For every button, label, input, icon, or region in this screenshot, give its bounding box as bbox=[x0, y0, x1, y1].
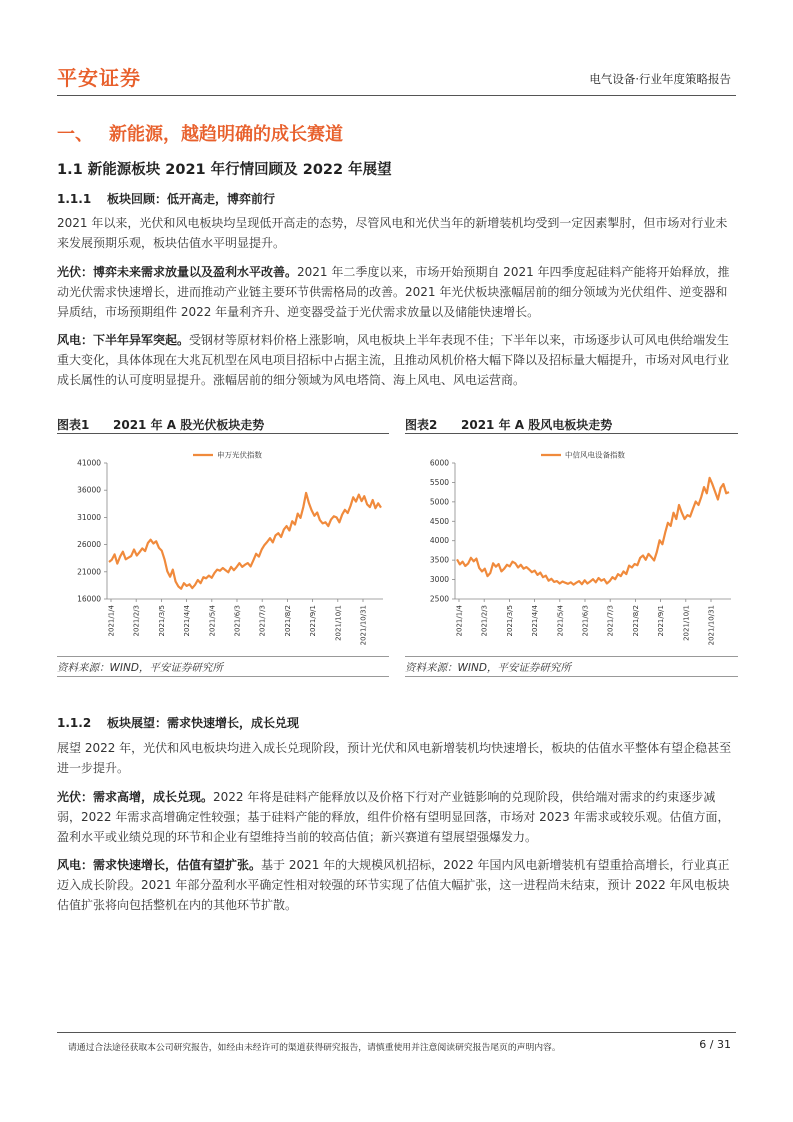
wind-chart-x-tick-label: 2021/10/31 bbox=[707, 605, 716, 646]
figure-2-bottom-rule bbox=[405, 656, 738, 657]
figure-2-label: 图表2 bbox=[405, 418, 438, 432]
pv-chart-x-tick-label: 2021/1/4 bbox=[107, 605, 116, 637]
pv-chart-series-line bbox=[109, 493, 381, 589]
footer-divider bbox=[57, 1032, 736, 1033]
paragraph-lead: 光伏：需求高增，成长兑现。 bbox=[57, 790, 214, 804]
wind-chart-y-tick-label: 3000 bbox=[429, 575, 449, 585]
figure-1-rule bbox=[57, 433, 389, 434]
wind-chart-legend-label: 中信风电设备指数 bbox=[565, 450, 625, 460]
wind-chart-x-tick-label: 2021/10/1 bbox=[682, 605, 691, 641]
section-1-1-heading: 1.1 新能源板块 2021 年行情回顾及 2022 年展望 bbox=[57, 162, 392, 178]
wind-chart-y-tick-label: 5500 bbox=[429, 477, 449, 487]
pv-chart-x-tick-label: 2021/2/3 bbox=[132, 605, 141, 637]
pv-chart-x-tick-label: 2021/5/4 bbox=[208, 605, 217, 637]
pv-chart-x-tick-label: 2021/10/31 bbox=[359, 605, 368, 646]
wind-chart-x-tick-label: 2021/5/4 bbox=[556, 605, 565, 637]
wind-chart-y-tick-label: 4000 bbox=[429, 536, 449, 546]
section-1-1-2-number: 1.1.2 bbox=[57, 716, 92, 730]
paragraph-review-intro: 2021 年以来，光伏和风电板块均呈现低开高走的态势，尽管风电和光伏当年的新增装机均受到一定因素掣肘，但市场对行业未来发展预期乐观，板块估值水平明显提升。 bbox=[57, 216, 728, 250]
section-1-1-1-title: 板块回顾：低开高走，博弈前行 bbox=[107, 192, 276, 206]
wind-chart-y-tick-label: 3500 bbox=[429, 555, 449, 565]
paragraph-lead: 风电：需求快速增长，估值有望扩张。 bbox=[57, 858, 262, 872]
pv-chart-y-tick-label: 31000 bbox=[77, 512, 101, 522]
wind-index-chart bbox=[405, 436, 738, 654]
figure-2-source-rule bbox=[405, 676, 738, 677]
figure-2-rule bbox=[405, 433, 738, 434]
pv-chart-x-tick-label: 2021/4/4 bbox=[183, 605, 192, 637]
paragraph-review-pv bbox=[57, 262, 738, 322]
paragraph-review-wind bbox=[57, 330, 738, 390]
figure-1-title bbox=[57, 416, 264, 433]
paragraph-lead: 光伏：博弈未来需求放量以及盈利水平改善。 bbox=[57, 265, 298, 279]
figure-1-bottom-rule bbox=[57, 656, 389, 657]
figure-1-source: 资料来源：WIND，平安证券研究所 bbox=[57, 662, 223, 674]
pv-chart-x-tick-label: 2021/8/2 bbox=[283, 605, 292, 637]
wind-chart-y-tick-label: 5000 bbox=[429, 497, 449, 507]
wind-chart-x-tick-label: 2021/6/3 bbox=[581, 605, 590, 637]
section-1-heading bbox=[57, 120, 343, 146]
paragraph-outlook-wind bbox=[57, 855, 738, 915]
wind-chart-series-line bbox=[457, 478, 729, 585]
figure-1-label: 图表1 bbox=[57, 418, 90, 432]
figure-2-source: 资料来源：WIND，平安证券研究所 bbox=[405, 662, 571, 674]
figure-2-title bbox=[405, 416, 612, 433]
section-1-title: 新能源，越趋明确的成长赛道 bbox=[109, 124, 343, 145]
pv-chart-y-tick-label: 41000 bbox=[77, 458, 101, 468]
pv-chart-y-tick-label: 36000 bbox=[77, 485, 101, 495]
figure-1-caption: 2021 年 A 股光伏板块走势 bbox=[113, 418, 265, 432]
pv-chart-legend-label: 申万光伏指数 bbox=[217, 450, 262, 460]
wind-chart-x-tick-label: 2021/8/2 bbox=[631, 605, 640, 637]
header-divider bbox=[57, 95, 736, 96]
pv-chart-x-tick-label: 2021/9/1 bbox=[309, 605, 318, 637]
document-type: 电气设备·行业年度策略报告 bbox=[589, 72, 731, 86]
wind-chart-x-tick-label: 2021/4/4 bbox=[531, 605, 540, 637]
pv-index-chart bbox=[57, 436, 389, 654]
pv-chart-x-tick-label: 2021/3/5 bbox=[157, 605, 166, 637]
company-logo: 平安证券 bbox=[57, 66, 141, 90]
paragraph-body: 2021 年二季度以来，市场开始预期自 2021 年四季度起硅料产能将开始释放，推动光伏需求快速增长，进而推动产业链主要环节供需格局的改善。2021 年光伏板块涨幅居前的细分领域为光伏组件、逆变器和异质结，市场预期组件 2022 年量利齐升、逆变器受益于光伏需求放量以及储能快速增长。 bbox=[57, 265, 730, 319]
wind-chart-x-tick-label: 2021/7/3 bbox=[606, 605, 615, 637]
wind-chart-x-tick-label: 2021/9/1 bbox=[657, 605, 666, 637]
paragraph-body: 受钢材等原材料价格上涨影响，风电板块上半年表现不佳；下半年以来，市场逐步认可风电供给端发生重大变化，具体体现在大兆瓦机型在风电项目招标中占据主流，且推动风机价格大幅下降以及招标量大幅提升，市场对风电行业成长属性的认可度明显提升。涨幅居前的细分领域为风电塔筒、海上风电、风电运营商。 bbox=[57, 333, 730, 387]
wind-chart-y-tick-label: 4500 bbox=[429, 516, 449, 526]
pv-chart-y-tick-label: 21000 bbox=[77, 567, 101, 577]
page-number: 6 / 31 bbox=[699, 1038, 731, 1051]
paragraph-lead: 风电：下半年异军突起。 bbox=[57, 333, 190, 347]
paragraph-outlook-intro: 展望 2022 年，光伏和风电板块均进入成长兑现阶段，预计光伏和风电新增装机均快速增长，板块的估值水平整体有望企稳甚至进一步提升。 bbox=[57, 741, 732, 775]
pv-chart-y-tick-label: 16000 bbox=[77, 594, 101, 604]
paragraph-body: 基于 2021 年的大规模风机招标，2022 年国内风电新增装机有望重拾高增长，行业真正迈入成长阶段。2021 年部分盈利水平确定性相对较强的环节实现了估值大幅扩张，这一进程尚未结束，预计 2022 年风电板块估值扩张将向包括整机在内的其他环节扩散。 bbox=[57, 858, 730, 912]
pv-chart-x-tick-label: 2021/6/3 bbox=[233, 605, 242, 637]
wind-chart-x-tick-label: 2021/1/4 bbox=[455, 605, 464, 637]
paragraph-outlook-pv bbox=[57, 787, 738, 847]
pv-chart-x-tick-label: 2021/7/3 bbox=[258, 605, 267, 637]
section-1-number: 一、 bbox=[57, 124, 93, 145]
wind-chart-x-tick-label: 2021/3/5 bbox=[505, 605, 514, 637]
wind-chart-y-tick-label: 2500 bbox=[429, 594, 449, 604]
paragraph-body: 2022 年将是硅料产能释放以及价格下行对产业链影响的兑现阶段，供给端对需求的约束逐步减弱，2022 年需求高增确定性较强；基于硅料产能的释放，组件价格有望明显回落，市场对 2023 年需求或较乐观。估值方面，盈利水平或业绩兑现的环节和企业有望维持当前的较高估值；新兴赛道有望展望强爆发力。 bbox=[57, 790, 730, 844]
wind-chart-x-tick-label: 2021/2/3 bbox=[480, 605, 489, 637]
footer-disclaimer: 请通过合法途径获取本公司研究报告，如经由未经许可的渠道获得研究报告，请慎重使用并注意阅读研究报告尾页的声明内容。 bbox=[68, 1043, 561, 1053]
section-1-1-2-heading bbox=[57, 714, 299, 731]
pv-chart-x-tick-label: 2021/10/1 bbox=[334, 605, 343, 641]
section-1-1-1-heading bbox=[57, 190, 275, 207]
wind-chart-y-tick-label: 6000 bbox=[429, 458, 449, 468]
section-1-1-1-number: 1.1.1 bbox=[57, 192, 92, 206]
section-1-1-2-title: 板块展望：需求快速增长，成长兑现 bbox=[107, 716, 300, 730]
figure-1-source-rule bbox=[57, 676, 389, 677]
pv-chart-y-tick-label: 26000 bbox=[77, 540, 101, 550]
figure-2-caption: 2021 年 A 股风电板块走势 bbox=[461, 418, 613, 432]
